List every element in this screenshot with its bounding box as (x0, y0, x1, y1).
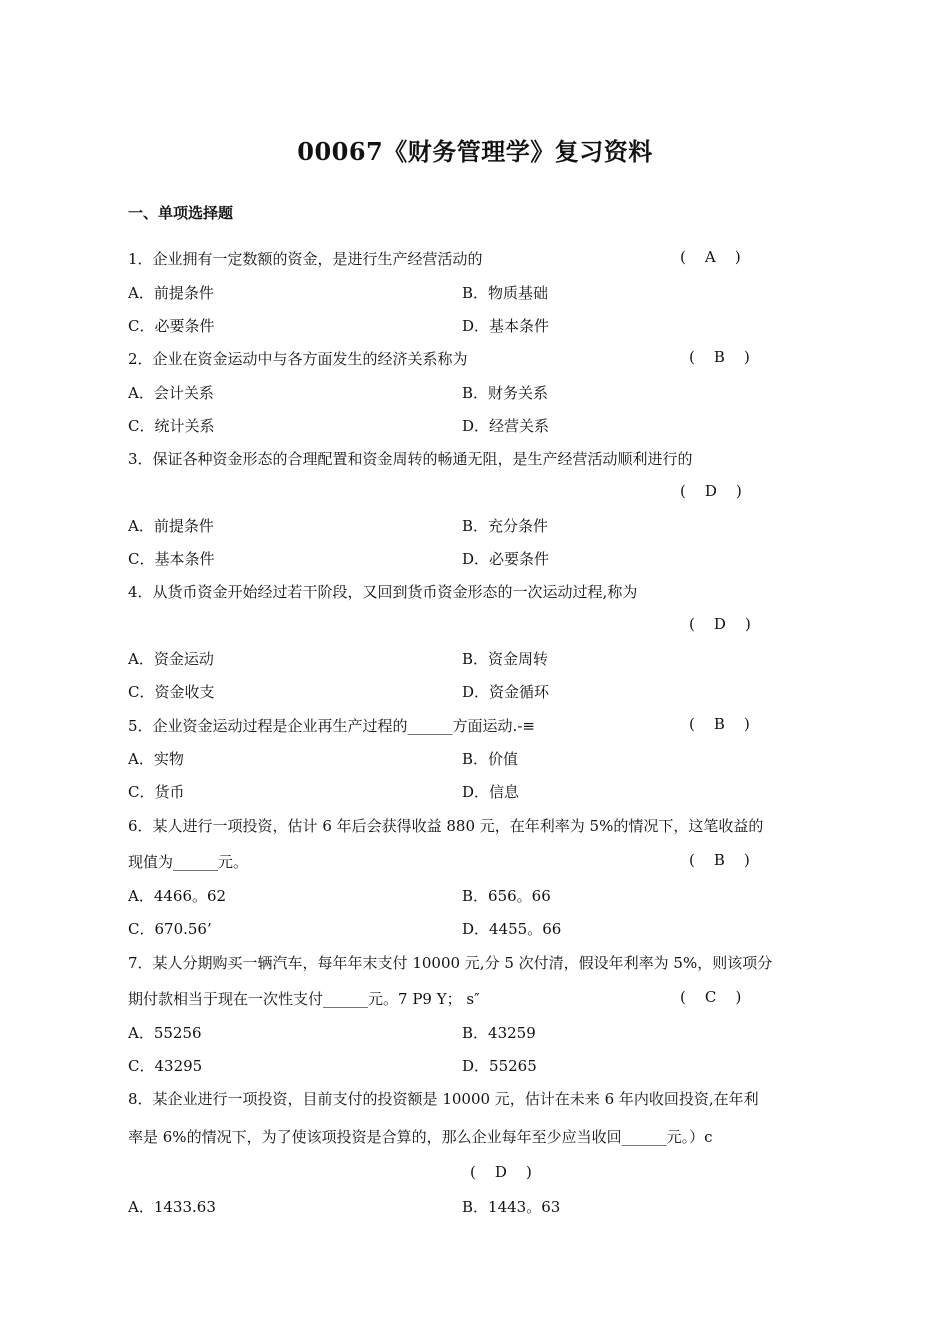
question-8-answer: ( D ) (470, 1163, 532, 1181)
question-2-option-c: C．统计关系 (128, 417, 215, 435)
question-4-option-c: C．资金收支 (128, 683, 215, 701)
page-title: 00067《财务管理学》复习资料 (297, 137, 653, 166)
question-6-option-d: D．4455。66 (462, 920, 562, 938)
question-7-stem-line-2: 期付款相当于现在一次性支付______元。7 P9 Y； s″ (128, 990, 480, 1008)
section-heading: 一、单项选择题 (128, 204, 234, 222)
question-3-option-c: C．基本条件 (128, 550, 215, 568)
question-4-stem: 4．从货币资金开始经过若干阶段，又回到货币资金形态的一次运动过程,称为 (128, 583, 638, 601)
question-1-answer: ( A ) (680, 248, 741, 266)
question-1-option-a: A．前提条件 (128, 284, 214, 302)
question-6-option-b: B．656。66 (462, 887, 551, 905)
question-1-stem: 1．企业拥有一定数额的资金，是进行生产经营活动的 (128, 250, 483, 268)
question-1-option-d: D．基本条件 (462, 317, 550, 335)
question-4-answer: ( D ) (689, 615, 751, 633)
question-7-stem-line-1: 7．某人分期购买一辆汽车，每年年末支付 10000 元,分 5 次付清，假设年利率为 5%，则该项分 (128, 954, 773, 972)
question-6-option-c: C．670.56’ (128, 920, 212, 938)
question-1-option-c: C．必要条件 (128, 317, 215, 335)
question-7-option-a: A．55256 (128, 1024, 202, 1042)
question-5-stem: 5．企业资金运动过程是企业再生产过程的______方面运动.-≡ (128, 717, 535, 735)
question-4-option-a: A．资金运动 (128, 650, 214, 668)
question-6-stem-line-2: 现值为______元。 (128, 853, 249, 871)
question-8-stem-line-2: 率是 6%的情况下，为了使该项投资是合算的，那么企业每年至少应当收回______元。）c (128, 1128, 713, 1146)
question-2-option-a: A．会计关系 (128, 384, 214, 402)
question-1-option-b: B．物质基础 (462, 284, 549, 302)
question-2-option-d: D．经营关系 (462, 417, 550, 435)
question-2-option-b: B．财务关系 (462, 384, 549, 402)
question-7-option-b: B．43259 (462, 1024, 536, 1042)
question-5-answer: ( B ) (689, 715, 750, 733)
question-3-option-d: D．必要条件 (462, 550, 550, 568)
question-3-answer: ( D ) (680, 482, 742, 500)
question-4-option-d: D．资金循环 (462, 683, 550, 701)
question-3-option-b: B．充分条件 (462, 517, 549, 535)
question-8-stem-line-1: 8．某企业进行一项投资，目前支付的投资额是 10000 元，估计在未来 6 年内收回投资,在年利 (128, 1090, 759, 1108)
question-5-option-c: C．货币 (128, 783, 185, 801)
question-6-option-a: A．4466。62 (128, 887, 227, 905)
question-3-stem: 3．保证各种资金形态的合理配置和资金周转的畅通无阻，是生产经营活动顺利进行的 (128, 450, 693, 468)
question-7-answer: ( C ) (680, 988, 742, 1006)
question-8-option-b: B．1443。63 (462, 1198, 561, 1216)
question-5-option-d: D．信息 (462, 783, 520, 801)
question-6-stem-line-1: 6．某人进行一项投资，估计 6 年后会获得收益 880 元，在年利率为 5%的情况下，这笔收益的 (128, 817, 764, 835)
question-8-option-a: A．1433.63 (128, 1198, 216, 1216)
question-3-option-a: A．前提条件 (128, 517, 214, 535)
question-2-answer: ( B ) (689, 348, 750, 366)
question-7-option-c: C．43295 (128, 1057, 203, 1075)
question-2-stem: 2．企业在资金运动中与各方面发生的经济关系称为 (128, 350, 468, 368)
question-7-option-d: D．55265 (462, 1057, 537, 1075)
question-6-answer: ( B ) (689, 851, 750, 869)
question-4-option-b: B．资金周转 (462, 650, 549, 668)
question-5-option-a: A．实物 (128, 750, 184, 768)
question-5-option-b: B．价值 (462, 750, 519, 768)
